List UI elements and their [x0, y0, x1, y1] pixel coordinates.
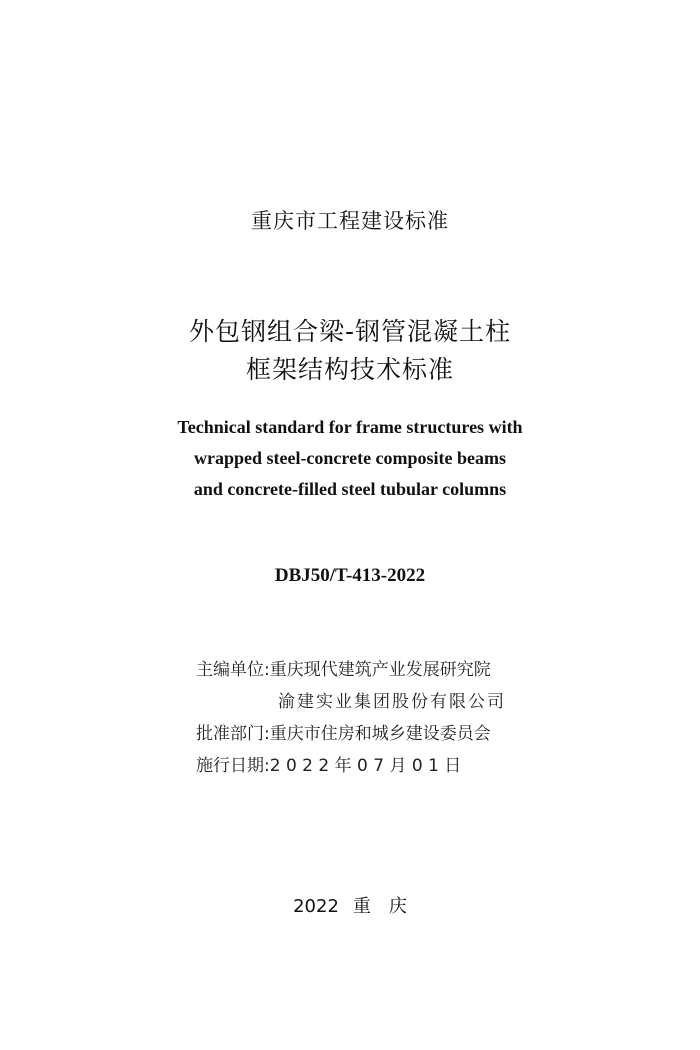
publication-place-char-1: 重	[352, 896, 371, 917]
effective-date: 施行日期:2 0 2 2 年 0 7 月 0 1 日	[196, 756, 462, 776]
standard-code: DBJ50/T-413-2022	[274, 565, 426, 586]
title-en-line-1: Technical standard for frame structures with	[177, 417, 523, 437]
title-cn-line-2: 框架结构技术标准	[245, 355, 454, 384]
publication-year: 2022	[293, 896, 339, 917]
approval-department: 批准部门:重庆市住房和城乡建设委员会	[196, 724, 491, 744]
publication-footer	[0, 892, 700, 918]
title-en-line-2: wrapped steel-concrete composite beams	[193, 448, 507, 468]
chief-editor-unit: 主编单位:重庆现代建筑产业发展研究院	[196, 660, 491, 680]
title-cn-line-1: 外包钢组合梁-钢管混凝土柱	[188, 317, 512, 346]
series-title: 重庆市工程建设标准	[251, 209, 449, 233]
co-editor-unit: 渝建实业集团股份有限公司	[278, 692, 506, 712]
publication-place-char-2: 庆	[388, 896, 407, 917]
title-en-line-3: and concrete-filled steel tubular columns	[193, 479, 507, 499]
